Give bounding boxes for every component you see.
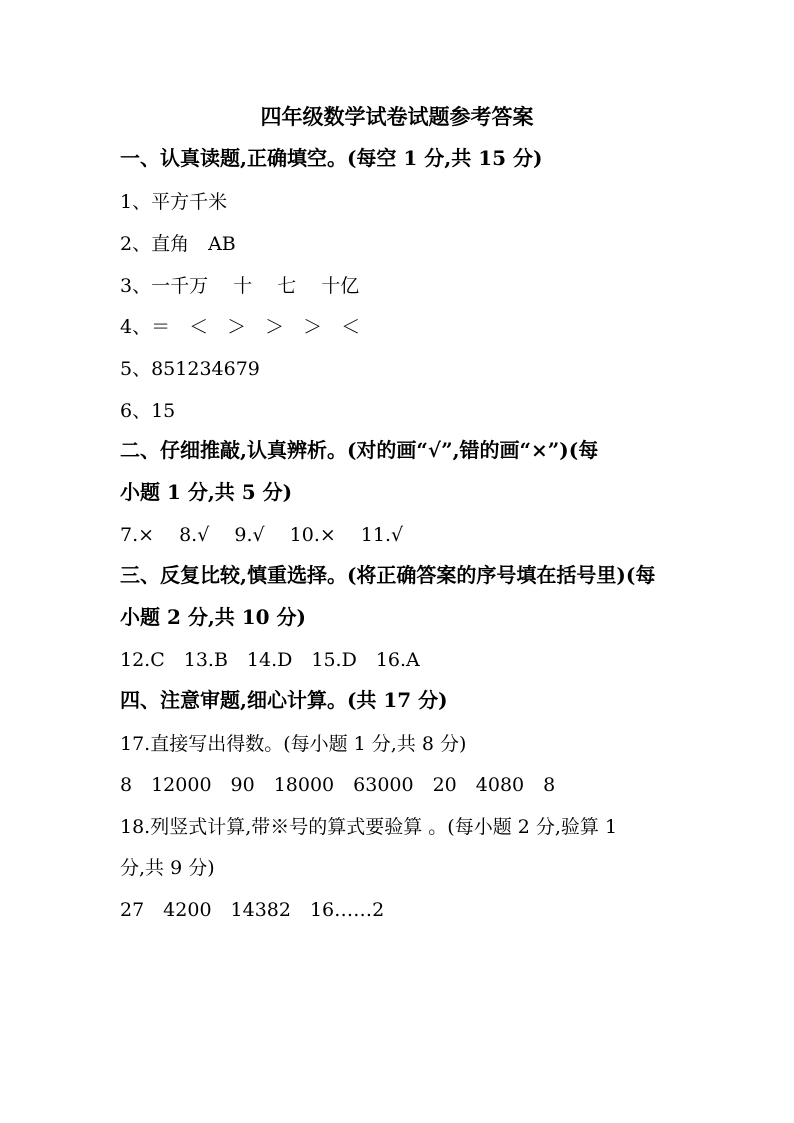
page-title: 四年级数学试卷试题参考答案 [260,104,534,129]
answer-item-6: 6、15 [120,400,176,422]
question-18: 18.列竖式计算,带※号的算式要验算 。(每小题 2 分,验算 1 [120,816,618,838]
answer-item-3: 3、一千万 十 七 十亿 [120,275,360,297]
section-2-heading: 二、仔细推敲,认真辨析。(对的画“√”,错的画“×”)(每 [120,438,599,462]
question-17: 17.直接写出得数。(每小题 1 分,共 8 分) [120,733,467,755]
answer-item-2: 2、直角 AB [120,233,236,255]
answer-item-4: 4、＝ ＜ ＞ ＞ ＞ ＜ [120,316,361,338]
section-2-heading-cont: 小题 1 分,共 5 分) [120,480,293,504]
section-3-answers: 12.C 13.B 14.D 15.D 16.A [120,649,420,671]
section-4-heading: 四、注意审题,细心计算。(共 17 分) [120,688,448,712]
answer-item-5: 5、851234679 [120,358,260,380]
section-1-heading: 一、认真读题,正确填空。(每空 1 分,共 15 分) [120,146,543,170]
section-3-heading-cont: 小题 2 分,共 10 分) [120,605,307,629]
question-18-cont: 分,共 9 分) [120,857,215,879]
question-17-answers: 8 12000 90 18000 63000 20 4080 8 [120,774,556,796]
question-18-answers: 27 4200 14382 16……2 [120,899,385,921]
section-3-heading: 三、反复比较,慎重选择。(将正确答案的序号填在括号里)(每 [120,563,656,587]
answer-item-1: 1、平方千米 [120,191,228,213]
section-2-answers: 7.× 8.√ 9.√ 10.× 11.√ [120,524,404,546]
